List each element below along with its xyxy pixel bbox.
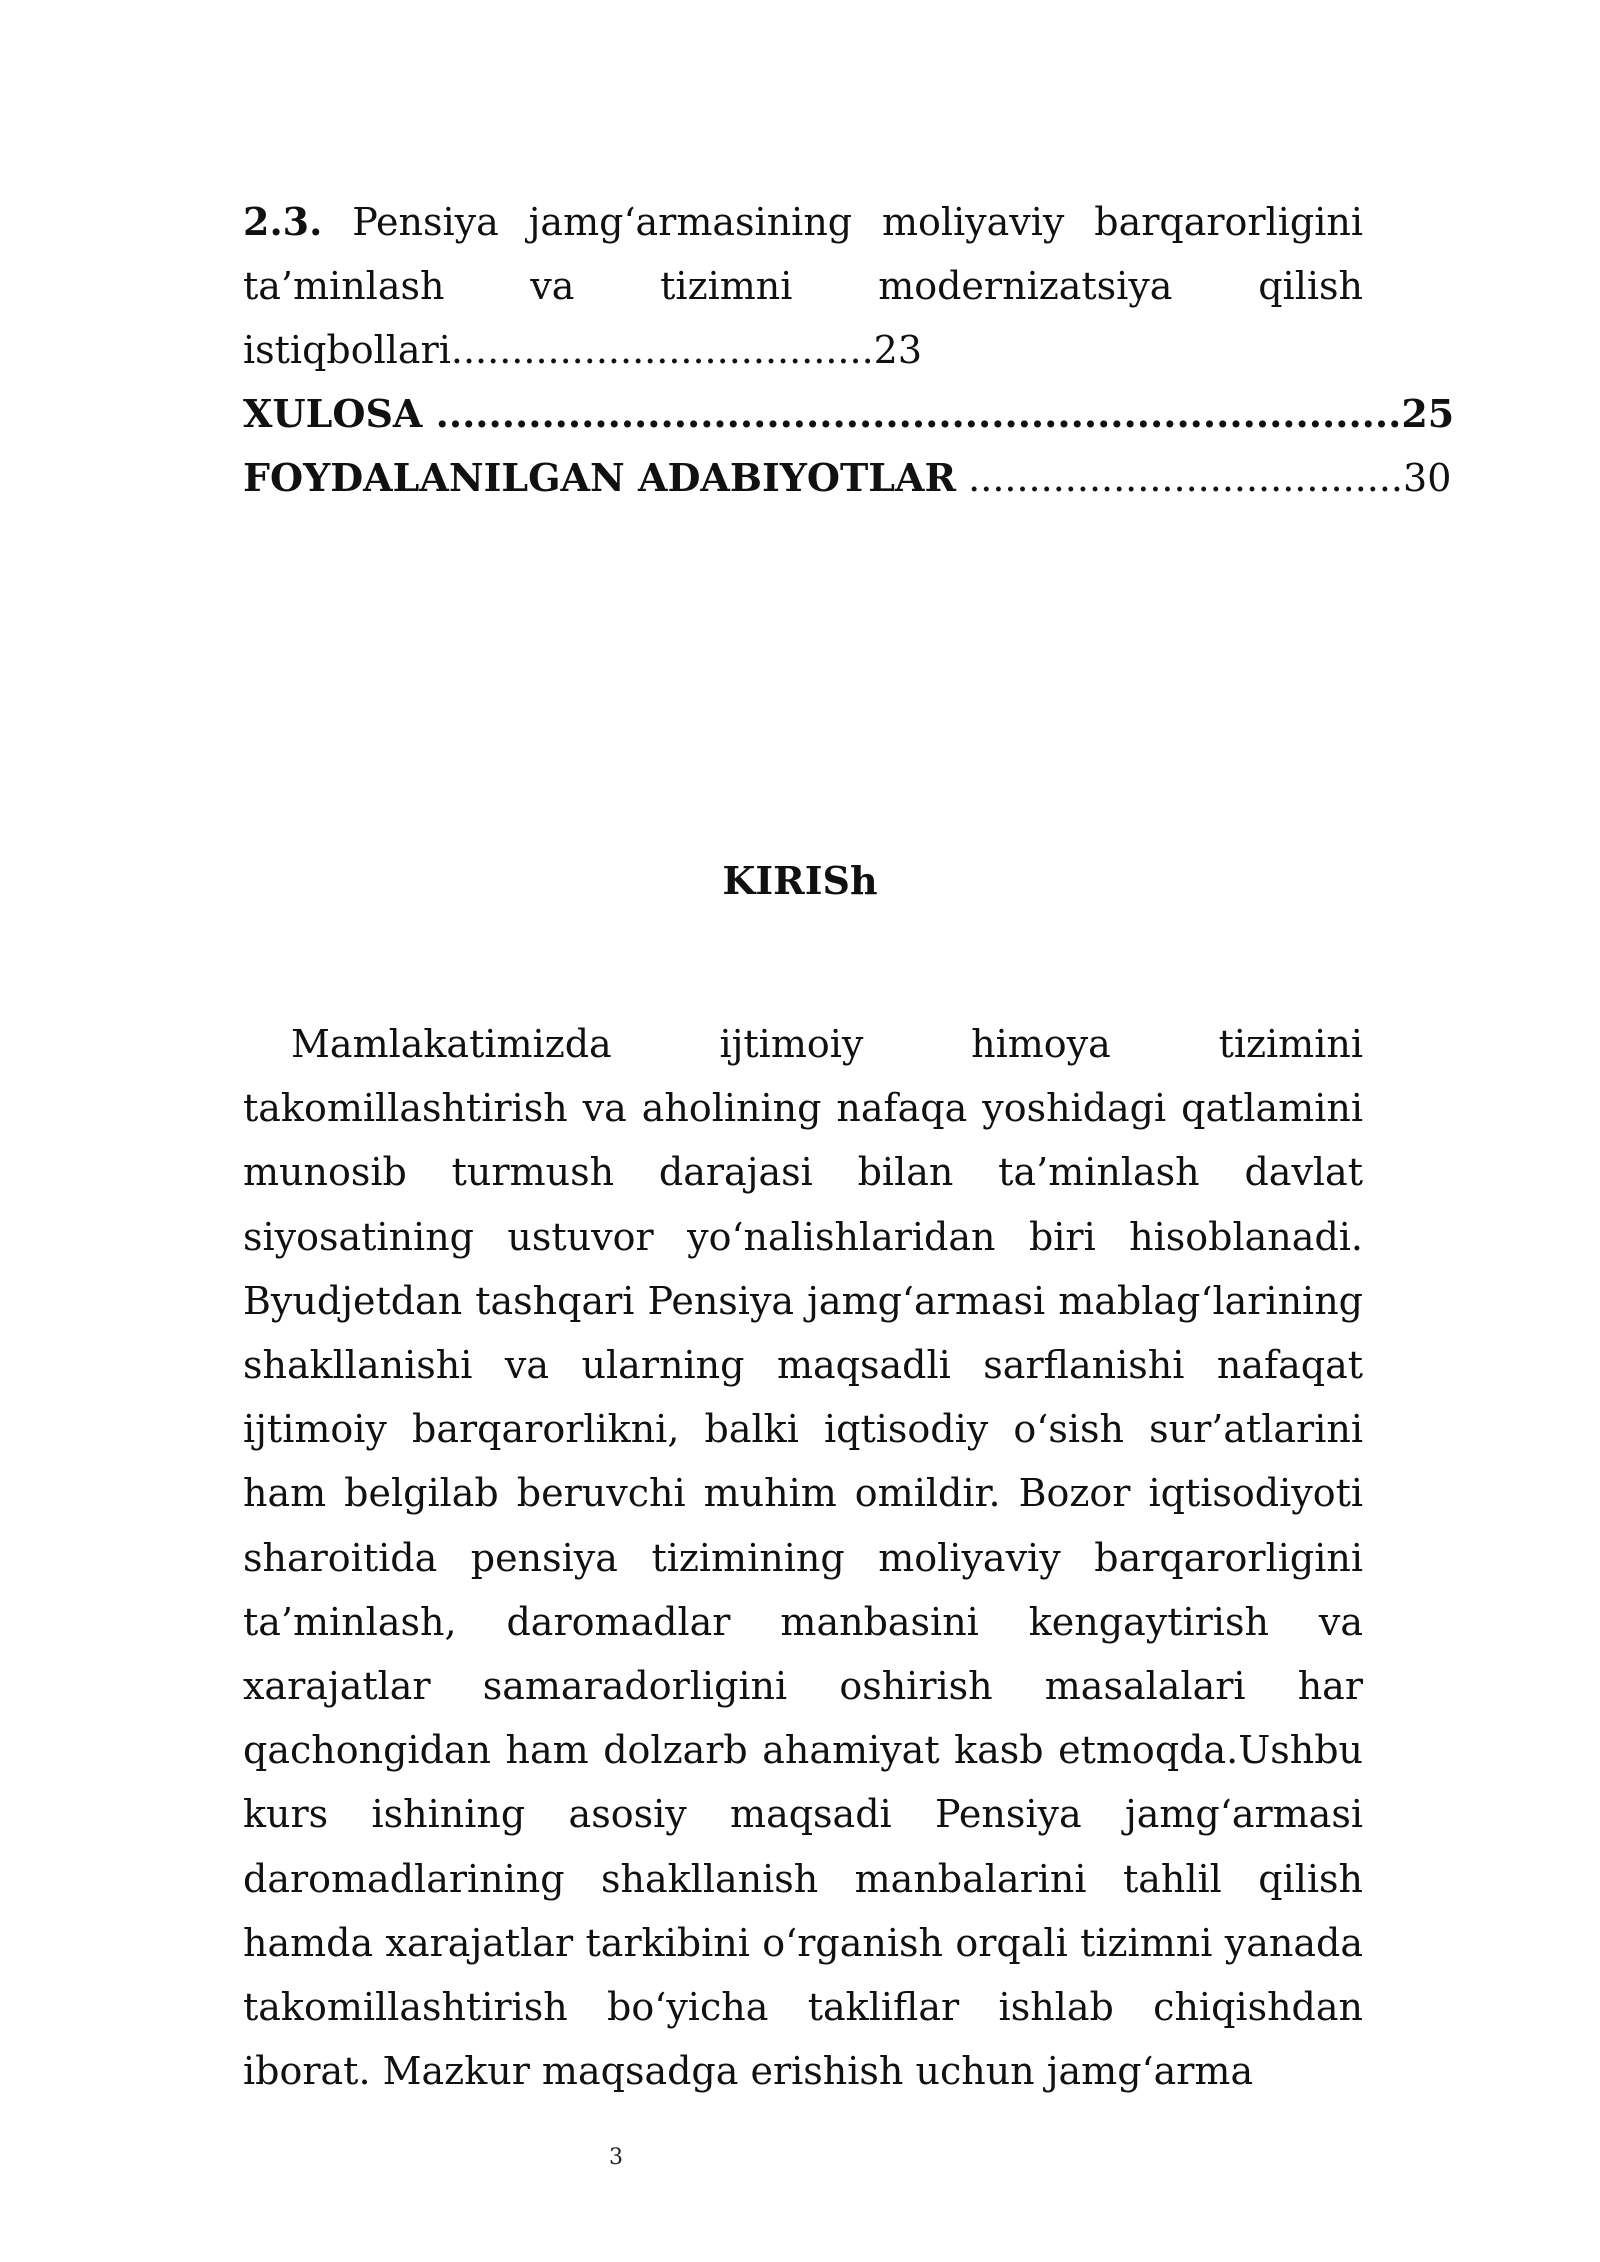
toc-leader: ................................... — [450, 328, 874, 372]
toc-entry-label: XULOSA — [243, 391, 423, 436]
toc-entry-label: FOYDALANILGAN ADABIYOTLAR — [243, 455, 957, 500]
toc-leader: ......................................................................... — [422, 391, 1402, 436]
toc-page-number: 23 — [873, 328, 923, 372]
body-paragraph: Mamlakatimizda ijtimoiy himoya tizimini takomillashtirish va aholining nafaqa yoshidagi qatlamini munosib turmush darajasi bilan ta’minlash davlat siyosatining ustuvor yo‘nalishlaridan biri hisoblanadi. Byudjetdan tashqari Pensiya jamg‘armasi mablag‘larining shakllanishi va ularning maqsadli sarflanishi nafaqat ijtimoiy barqarorlikni, balki iqtisodiy o‘sish sur’atlarini ham belgilab beruvchi muhim omildir. Bozor iqtisodiyoti sharoitida pensiya tizimining moliyaviy barqarorligini ta’minlash, daromadlar manbasini kengaytirish va xarajatlar samaradorligini oshirish masalalari har qachongidan ham dolzarb ahamiyat kasb etmoqda.Ushbu kurs ishining asosiy maqsadi Pensiya jamg‘armasi daromadlarining shakllanish manbalarini tahlil qilish hamda xarajatlar tarkibini o‘rganish orqali tizimni yanada takomillashtirish bo‘yicha takliflar ishlab chiqishdan iborat. Mazkur maqsadga erishish uchun jamg‘arma — [243, 1022, 1363, 2094]
section-heading: KIRISh — [722, 858, 878, 903]
toc-entry-number: 2.3. — [243, 199, 323, 244]
toc-page-number: 25 — [1401, 391, 1455, 436]
toc-page-number: 30 — [1403, 456, 1452, 500]
toc-leader: .................................... — [956, 456, 1404, 500]
table-of-contents — [243, 190, 1455, 510]
toc-entry-references — [243, 446, 1452, 510]
page-number: 3 — [609, 2145, 623, 2170]
toc-entry-2-3 — [243, 190, 1363, 382]
toc-entry-conclusion — [243, 382, 1455, 446]
toc-entry-title: Pensiya jamg‘armasining moliyaviy barqarorligini ta’minlash va tizimni modernizatsiya qilish istiqbollari — [243, 200, 1363, 372]
